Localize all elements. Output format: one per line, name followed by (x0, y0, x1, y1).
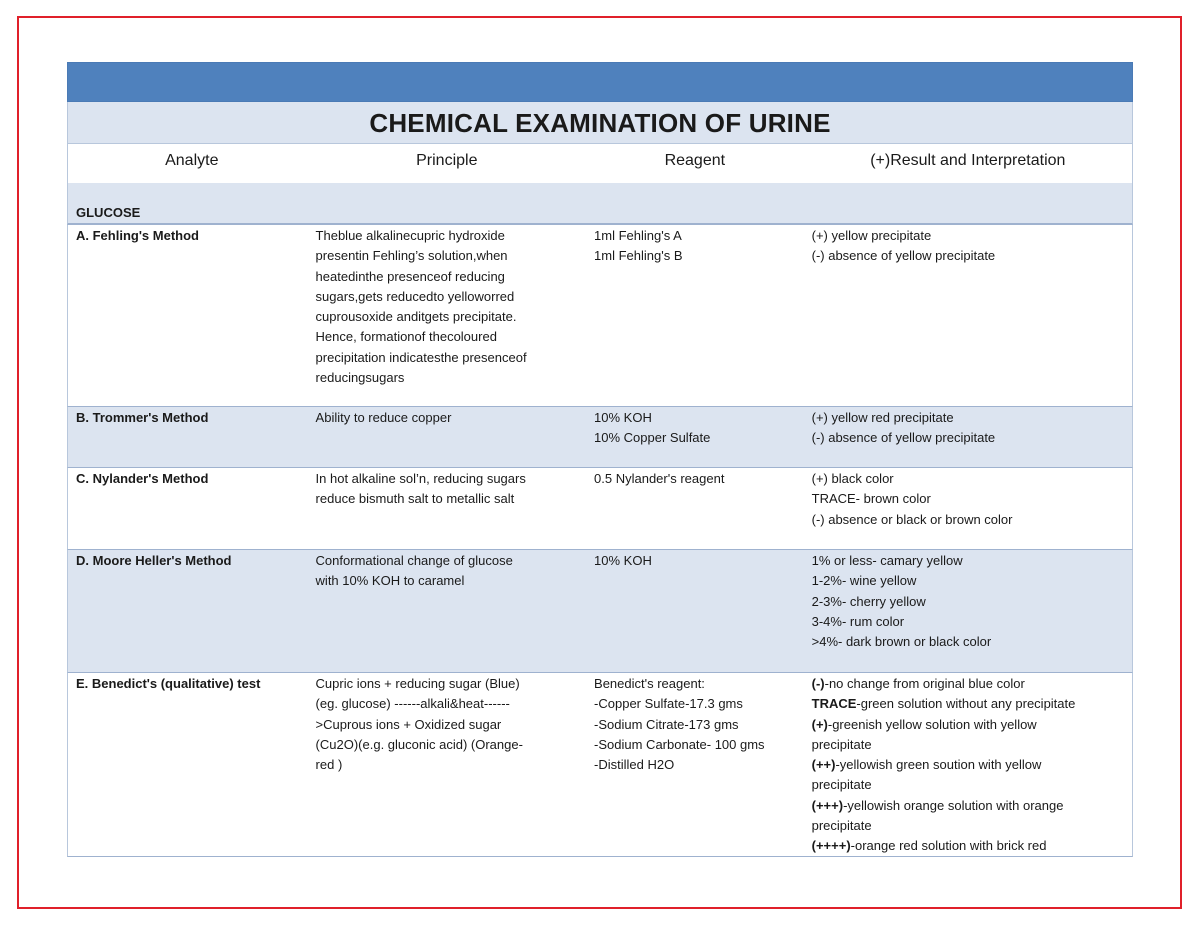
analyte-cell: D. Moore Heller's Method (76, 553, 232, 568)
text-line: >Cuprous ions + Oxidized sugar (315, 716, 502, 732)
text-line: 1ml Fehling's A (594, 228, 682, 243)
text-line: (+) yellow precipitate (811, 228, 932, 243)
urine-exam-table (67, 62, 1133, 857)
header-bar (67, 62, 1133, 102)
text-line: (+++)-yellowish orange solution with orange (811, 797, 1064, 813)
text-line: In hot alkaline sol’n, reducing sugars (315, 471, 526, 486)
header-analyte: Analyte (165, 152, 219, 169)
text-line: (-) absence of yellow precipitate (811, 430, 996, 446)
analyte-cell: C. Nylander's Method (76, 471, 209, 486)
text-line: 10% KOH (594, 410, 652, 425)
principle-cell (308, 550, 586, 672)
text-line: -Distilled H2O (594, 757, 675, 773)
principle-cell (308, 225, 586, 406)
text-line: 1% or less- camary yellow (811, 553, 963, 568)
text-line: with 10% KOH to caramel (315, 573, 465, 589)
text-line: Theblue alkalinecupric hydroxide (315, 228, 505, 243)
principle-cell (308, 407, 586, 467)
reagent-cell (586, 407, 804, 467)
text-line: 10% KOH (594, 553, 652, 568)
text-line: presentin Fehling’s solution,when (315, 248, 508, 264)
text-line: cuprousoxide anditgets precipitate. (315, 309, 517, 325)
text-line: (++)-yellowish green soution with yellow (811, 757, 1042, 773)
text-line: -Copper Sulfate-17.3 gms (594, 696, 743, 712)
text-line: Ability to reduce copper (315, 410, 452, 425)
text-line: 1ml Fehling's B (594, 248, 683, 264)
text-line: -Sodium Carbonate- 100 gms (594, 736, 765, 752)
text-line: (+) yellow red precipitate (811, 410, 954, 425)
text-line: (Cu2O)(e.g. gluconic acid) (Orange- (315, 736, 523, 752)
table-row (67, 550, 1133, 673)
text-line: 3-4%- rum color (811, 613, 905, 629)
text-line: reducingsugars (315, 370, 405, 386)
text-line: 1-2%- wine yellow (811, 573, 917, 589)
text-line: 2-3%- cherry yellow (811, 593, 926, 609)
analyte-cell: E. Benedict's (qualitative) test (76, 676, 261, 691)
result-cell (804, 468, 1132, 549)
reagent-cell (586, 225, 804, 406)
text-line: TRACE- brown color (811, 491, 931, 507)
analyte-cell: A. Fehling's Method (76, 228, 199, 243)
text-line: red ) (315, 757, 343, 773)
text-line: (+)-greenish yellow solution with yellow (811, 716, 1037, 732)
analyte-cell: B. Trommer's Method (76, 410, 209, 425)
text-line: TRACE-green solution without any precipitate (811, 696, 1076, 712)
table-row (67, 468, 1133, 550)
text-line: 0.5 Nylander's reagent (594, 471, 725, 486)
text-line: sugars,gets reducedto yelloworred (315, 288, 515, 304)
header-principle: Principle (416, 152, 478, 169)
result-cell (804, 225, 1132, 406)
text-line: (++++)-orange red solution with brick red (811, 838, 1047, 854)
text-line: -Sodium Citrate-173 gms (594, 716, 739, 732)
reagent-cell (586, 673, 804, 856)
text-line: (eg. glucose) ------alkali&heat------ (315, 696, 510, 712)
result-cell (804, 407, 1132, 467)
header-result: (+)Result and Interpretation (870, 152, 1066, 169)
text-line: >4%- dark brown or black color (811, 634, 992, 650)
page-title: CHEMICAL EXAMINATION OF URINE (67, 102, 1133, 143)
text-line: precipitate (811, 818, 872, 834)
table-row (67, 407, 1133, 468)
table-row (67, 673, 1133, 857)
principle-cell (308, 673, 586, 856)
column-headers (67, 143, 1133, 183)
section-glucose: GLUCOSE (67, 183, 1133, 225)
reagent-cell (586, 550, 804, 672)
header-reagent: Reagent (664, 152, 726, 169)
result-cell (804, 673, 1132, 856)
text-line: precipitate (811, 736, 872, 752)
text-line: 10% Copper Sulfate (594, 430, 711, 446)
principle-cell (308, 468, 586, 549)
text-line: (-) absence of yellow precipitate (811, 248, 996, 264)
text-line: (-)-no change from original blue color (811, 676, 1025, 691)
reagent-cell (586, 468, 804, 549)
text-line: Cupric ions + reducing sugar (Blue) (315, 676, 520, 691)
text-line: Benedict's reagent: (594, 676, 705, 691)
text-line: precipitation indicatesthe presenceof (315, 349, 527, 365)
text-line: (-) absence or black or brown color (811, 511, 1013, 527)
text-line: precipitate (811, 777, 872, 793)
result-cell (804, 550, 1132, 672)
text-line: reduce bismuth salt to metallic salt (315, 491, 515, 507)
text-line: Hence, formationof thecoloured (315, 329, 497, 345)
text-line: Conformational change of glucose (315, 553, 513, 568)
text-line: heatedinthe presenceof reducing (315, 268, 505, 284)
text-line: (+) black color (811, 471, 894, 486)
table-row (67, 225, 1133, 407)
